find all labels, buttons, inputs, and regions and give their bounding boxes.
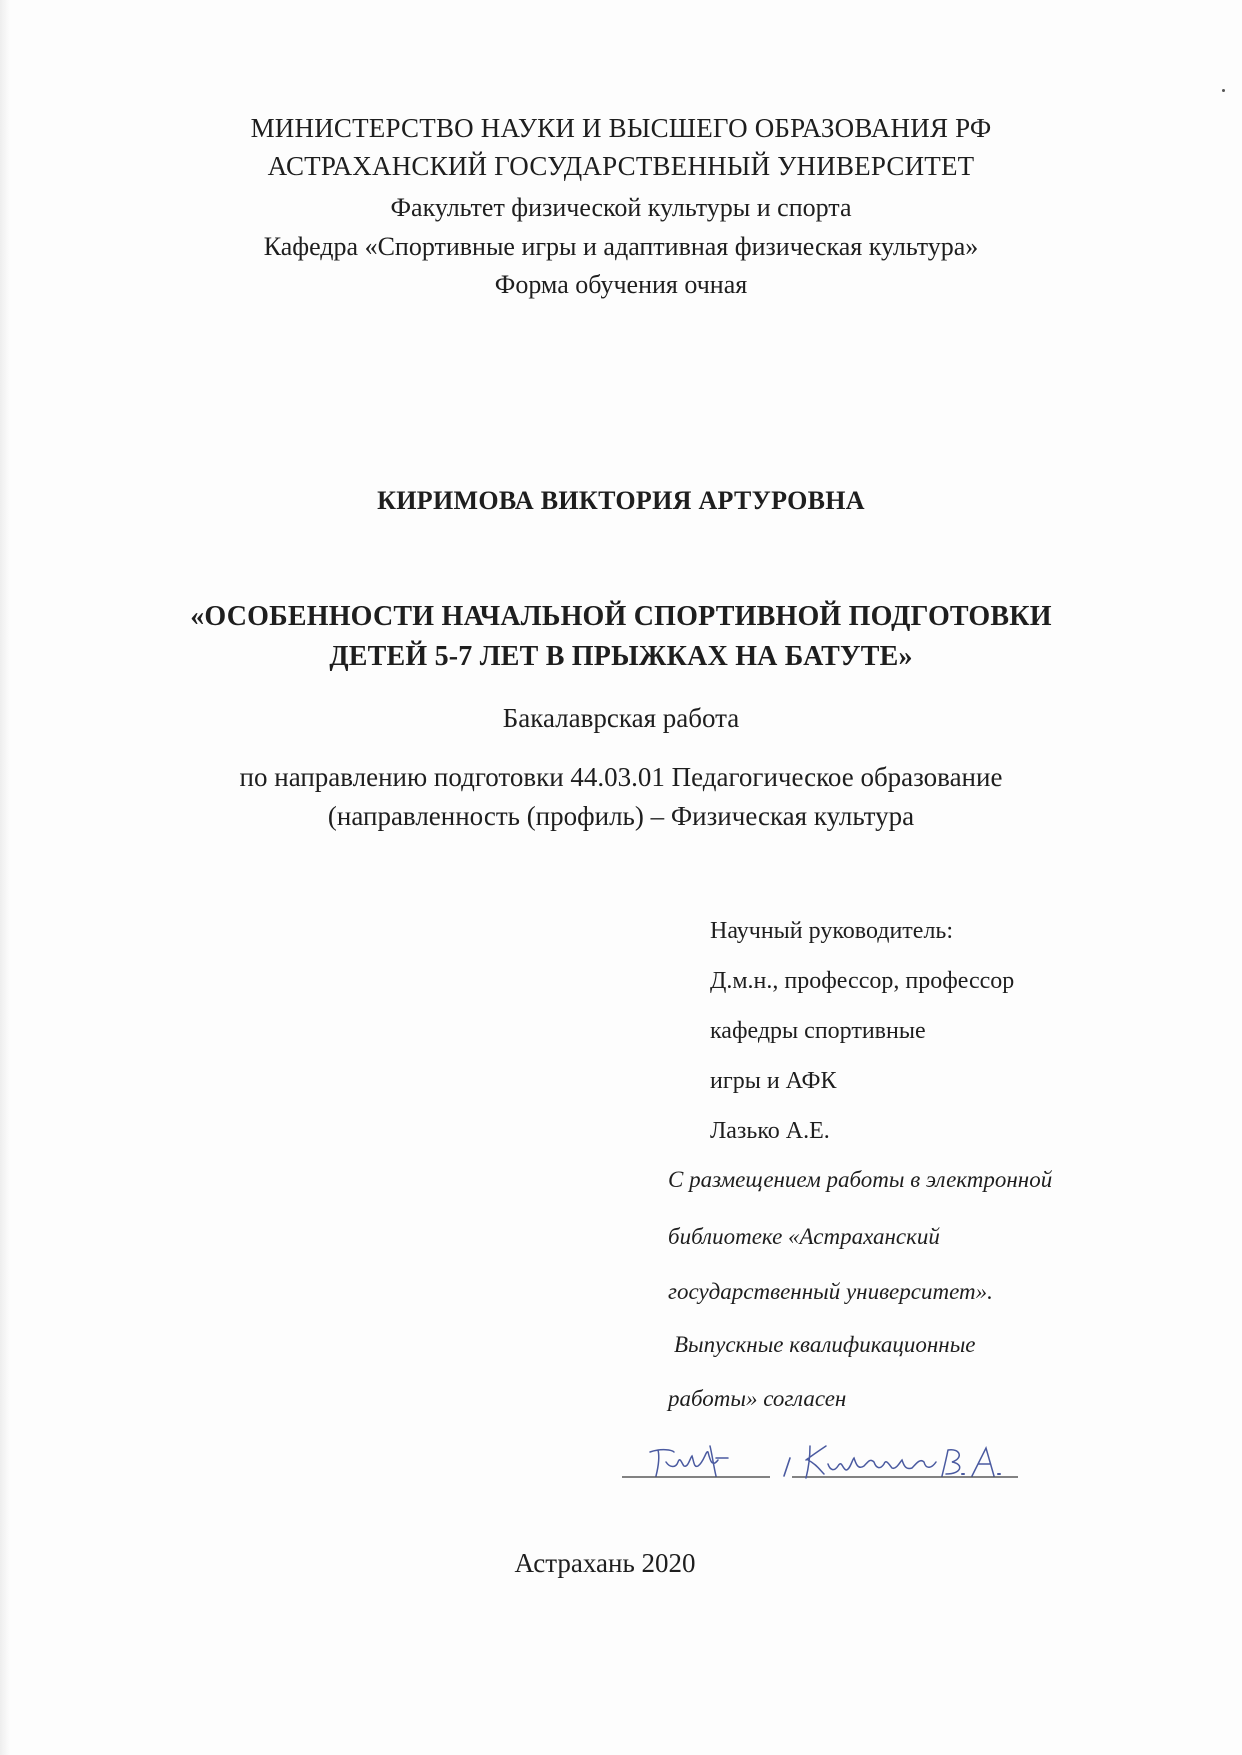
supervisor-label: Научный руководитель: xyxy=(710,918,954,944)
signature-drawing xyxy=(620,1428,1020,1492)
thesis-title-line-1: «ОСОБЕННОСТИ НАЧАЛЬНОЙ СПОРТИВНОЙ ПОДГОТОВКИ xyxy=(190,601,1052,632)
direction-line-1: по направлению подготовки 44.03.01 Педагогическое образование xyxy=(239,762,1003,792)
direction-line-2: (направленность (профиль) – Физическая культура xyxy=(327,801,915,831)
consent-line-2: библиотеке «Астраханский xyxy=(668,1224,940,1249)
thesis-title-line-2: ДЕТЕЙ 5-7 ЛЕТ В ПРЫЖКАХ НА БАТУТЕ» xyxy=(329,641,913,672)
consent-line-5: работы» согласен xyxy=(668,1386,847,1411)
study-form-line: Форма обучения очная xyxy=(494,270,748,299)
department-line: Кафедра «Спортивные игры и адаптивная физическая культура» xyxy=(263,232,979,261)
author-name: КИРИМОВА ВИКТОРИЯ АРТУРОВНА xyxy=(377,486,865,515)
scan-edge-shadow xyxy=(0,0,10,1755)
scan-speck xyxy=(1222,89,1225,92)
consent-line-3: государственный университет». xyxy=(668,1279,993,1304)
city-year: Астрахань 2020 xyxy=(514,1548,696,1578)
university-line: АСТРАХАНСКИЙ ГОСУДАРСТВЕННЫЙ УНИВЕРСИТЕТ xyxy=(267,151,975,181)
supervisor-department: кафедры спортивные xyxy=(710,1018,926,1044)
work-type: Бакалаврская работа xyxy=(502,703,740,733)
supervisor-degree: Д.м.н., профессор, профессор xyxy=(710,968,1015,994)
consent-line-4: Выпускные квалификационные xyxy=(674,1332,976,1357)
handwritten-signature xyxy=(620,1428,1020,1492)
supervisor-name: Лазько А.Е. xyxy=(710,1118,830,1144)
faculty-line: Факультет физической культуры и спорта xyxy=(390,193,852,222)
ministry-line: МИНИСТЕРСТВО НАУКИ И ВЫСШЕГО ОБРАЗОВАНИЯ РФ xyxy=(250,113,992,143)
supervisor-department-2: игры и АФК xyxy=(710,1068,837,1094)
consent-line-1: С размещением работы в электронной xyxy=(668,1167,1053,1192)
